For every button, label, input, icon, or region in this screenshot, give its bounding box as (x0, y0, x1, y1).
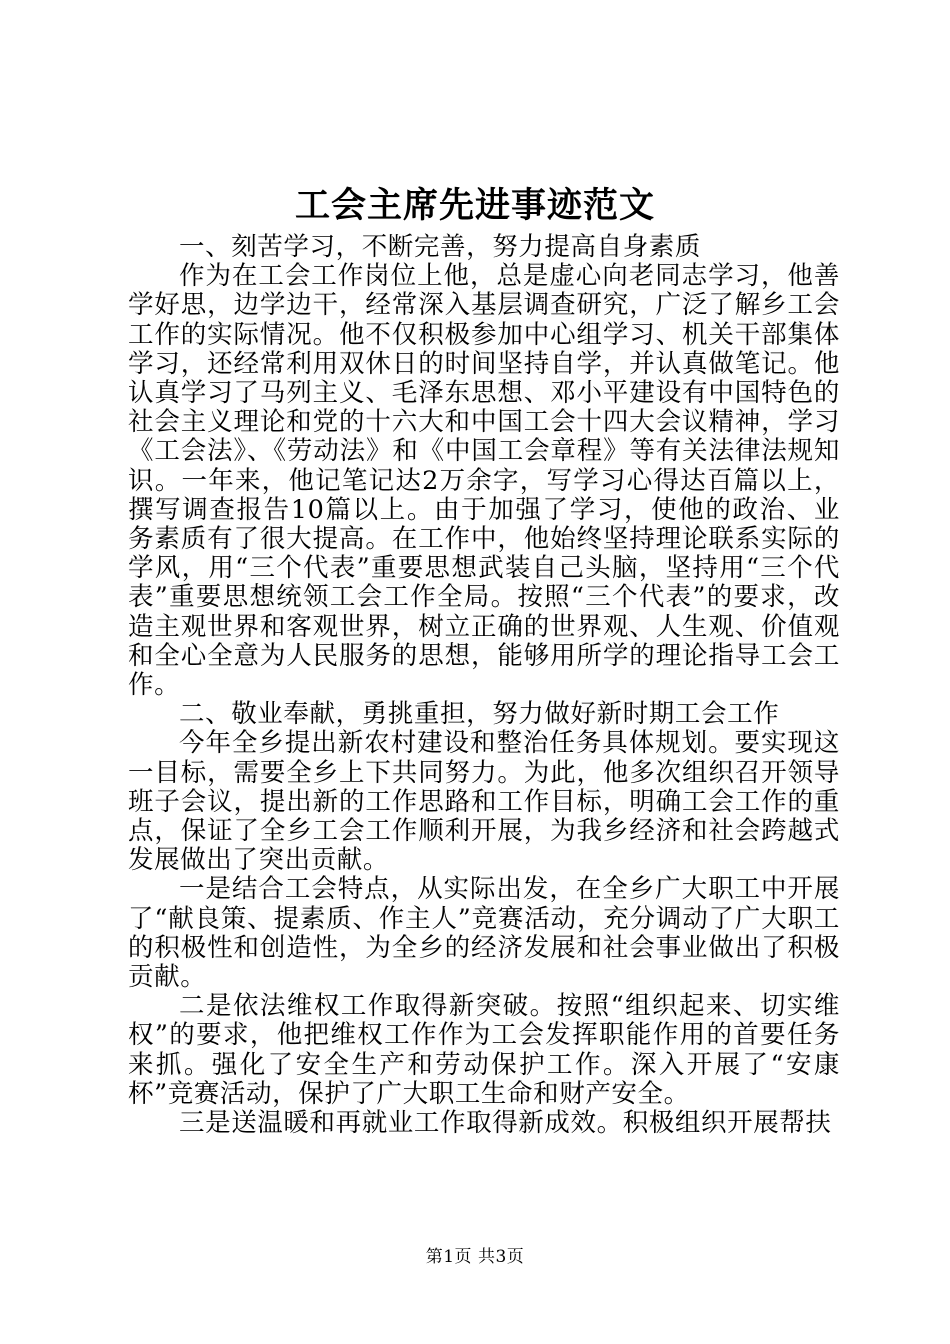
section-heading-1: 一、刻苦学习，不断完善，努力提高自身素质 (179, 232, 702, 262)
paragraph: 三是送温暖和再就业工作取得新成效。积极组织开展帮扶 (179, 1108, 832, 1139)
section-heading-2: 二、敬业奉献，勇挑重担，努力做好新时期工会工作 (179, 699, 780, 730)
paragraph: 作为在工会工作岗位上他，总是虚心向老同志学习，他善学好思，边学边干，经常深入基层调查研究，广泛了解乡工会工作的实际情况。他不仅积极参加中心组学习、机关干部集体学习，还经常利用双休日的时间坚持自学，并认真做笔记。他认真学习了马列主义、毛泽东思想、邓小平建设有中国特色的社会主义理论和党的十六大和中国工会十四大会议精神，学习《工会法》、《劳动法》和《中国工会章程》等有关法律法规知识。一年来，他记笔记达2万余字，写学习心得达百篇以上，撰写调查报告10篇以上。由于加强了学习，使他的政治、业务素质有了很大提高。在工作中，他始终坚持理论联系实际的学风，用“三个代表”重要思想武装自己头脑，坚持用“三个代表”重要思想统领工会工作全局。按照“三个代表”的要求，改造主观世界和客观世界，树立正确的世界观、人生观、价值观和全心全意为人民服务的思想，能够用所学的理论指导工会工作。 (128, 261, 840, 701)
page-number-footer: 第1页 共3页 (425, 1247, 525, 1267)
document-body (128, 233, 840, 1138)
paragraph: 二是依法维权工作取得新突破。按照“组织起来、切实维权”的要求，他把维权工作作为工会发挥职能作用的首要任务来抓。强化了安全生产和劳动保护工作。深入开展了“安康杯”竞赛活动，保护了广大职工生命和财产安全。 (128, 991, 840, 1109)
paragraph: 今年全乡提出新农村建设和整治任务具体规划。要实现这一目标，需要全乡上下共同努力。为此，他多次组织召开领导班子会议，提出新的工作思路和工作目标，明确工会工作的重点，保证了全乡工会工作顺利开展，为我乡经济和社会跨越式发展做出了突出贡献。 (128, 728, 840, 876)
document-title: 工会主席先进事迹范文 (294, 185, 655, 226)
paragraph: 一是结合工会特点，从实际出发，在全乡广大职工中开展了“献良策、提素质、作主人”竞赛活动，充分调动了广大职工的积极性和创造性，为全乡的经济发展和社会事业做出了积极贡献。 (128, 874, 840, 993)
